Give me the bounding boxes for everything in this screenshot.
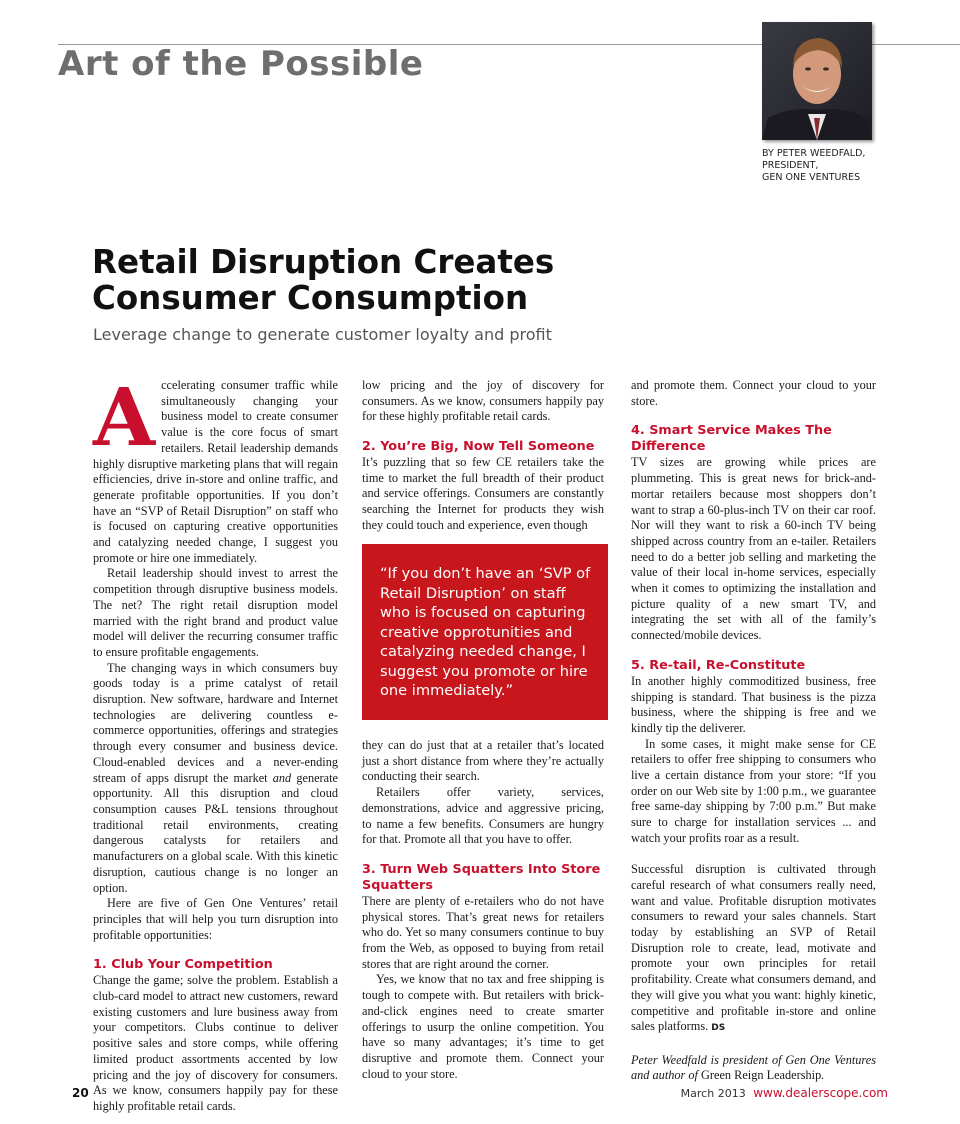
body-paragraph: Retail leadership should invest to arrest the competition through disruptive business models. The net? The right retail disruption model married with the right brand and product value model will deliver the recurring consumer traffic to ensure profitable engagements. xyxy=(93,566,338,659)
column-1 xyxy=(93,370,338,1115)
subhead-5: 5. Re-tail, Re-Constitute xyxy=(631,657,806,673)
body-paragraph: There are plenty of e-retailers who do not have physical stores. That’s great news for retailers who do. Yet so many consumers continue to buy from the Web, as opposed to buying from retail stores that are right around the corner. xyxy=(362,893,604,971)
body-paragraph-continued: low pricing and the joy of discovery for consumers. As we know, consumers happily pay for these highly profitable retail cards. xyxy=(362,378,604,424)
page-footer xyxy=(681,1086,888,1100)
article-headline xyxy=(92,244,652,316)
section-title: Art of the Possible xyxy=(58,44,424,84)
author-bio: Peter Weedfald is president of Gen One Ventures and author of Green Reign Leadership. xyxy=(631,1052,876,1083)
body-paragraph: Here are five of Gen One Ventures’ retail principles that will help you turn disruption into profitable opportunities: xyxy=(93,896,338,942)
byline xyxy=(762,148,865,184)
byline-line: BY PETER WEEDFALD, xyxy=(762,148,866,159)
subhead-2: 2. You’re Big, Now Tell Someone xyxy=(362,439,595,454)
body-paragraph: Retailers offer variety, services, demonstrations, advice and aggressive pricing, to name a few benefits. Consumers are hungry for that. Promote all that you have to offer. xyxy=(362,785,604,847)
byline-line: GEN ONE VENTURES xyxy=(762,172,861,183)
publication-url: www.dealerscope.com xyxy=(753,1086,888,1100)
subhead-4: 4. Smart Service Makes The Difference xyxy=(631,423,832,455)
pull-quote-text: “If you don’t have an ‘SVP of Retail Disruption’ on staff who is focused on capturing creative opprotunities and catalyzing needed change, I suggest you promote or hire one immediately.” xyxy=(380,565,591,699)
article-deck: Leverage change to generate customer loyalty and profit xyxy=(93,325,552,344)
body-paragraph: Change the game; solve the problem. Establish a club-card model to attract new customers, reward existing customers and lure business away from your competitors. Clubs continue to deliver positive sales and store comps, while offering limited product assortments accented by low pricing and the joy of discovery for consumers. As we know, consumers happily pay for these highly profitable retail cards. xyxy=(93,973,338,1113)
author-photo xyxy=(762,22,872,140)
body-paragraph: It’s puzzling that so few CE retailers take the time to market the full breadth of their product and service offerings. Consumers are constantly searching the Internet for products they wish they could touch and experience, even though xyxy=(362,455,604,532)
body-paragraph: In some cases, it might make sense for CE retailers to offer free shipping to consumers who live a certain distance from your store: “If you order on our Web site by 1:00 p.m., we guarantee free same-day shipping by 7:00 p.m.” But make sure to charge for installation services ... and watch your profits roar as a result. xyxy=(631,736,876,845)
closing-paragraph: Successful disruption is cultivated through careful research of what consumers really need, want and value. Profitable disruption motivates consumers to reward your sales channels. Start today by establishing an SVP of Retail Disruption role to create, lead, motivate and promote your own principles for retail profitability. Create what consumers demand, and they will give you what you want: highly kinetic, competitive and profitable in-store and online sales platforms. DS xyxy=(631,862,876,1034)
headline-line: Retail Disruption Creates xyxy=(92,243,555,281)
body-paragraph: In another highly commoditized business, free shipping is standard. That business is the pizza business, where the shipping is free and we kindly tip the deliverer. xyxy=(631,673,876,735)
end-mark: DS xyxy=(711,1023,726,1034)
drop-cap: A xyxy=(93,370,156,464)
issue-date: March 2013 xyxy=(680,1087,746,1100)
column-3 xyxy=(631,378,876,1084)
subhead-3: 3. Turn Web Squatters Into Store Squatters xyxy=(362,861,601,893)
body-paragraph-continued: and promote them. Connect your cloud to your store. xyxy=(631,378,876,408)
intro-paragraph: ccelerating consumer traffic while simultaneously changing your business model to create consumer value is the core focus of smart retailers. Retail leadership demands highly disruptive marketing plans that will regain efficiencies, drive in-store and online traffic, and generate profitable opportunities. If you don’t have an “SVP of Retail Disruption” on staff who is focused on capturing creative opportunities and catalyzing needed change, I suggest you promote or hire one immediately. xyxy=(93,378,338,565)
body-paragraph: they can do just that at a retailer that’s located just a short distance from where they’re actually conducting their search. xyxy=(362,738,604,784)
body-paragraph: The changing ways in which consumers buy goods today is a prime catalyst of retail disruption. New software, hardware and Internet technologies are delivering countless e-commerce opportunities, offerings and strategies through every consumer and business device. Cloud-enabled devices and a never-ending stream of apps disrupt the market and generate opportunity. All this disruption and cloud consumption causes P&L tensions throughout traditional retail environments, creating dangerous catalysts for retailers and manufacturers on a global scale. With this kinetic disruption, cautious change is no longer an option. xyxy=(93,660,338,895)
column-2-bottom xyxy=(362,738,604,1081)
column-2-top xyxy=(362,378,604,534)
pull-quote xyxy=(362,544,608,720)
page-number: 20 xyxy=(72,1086,89,1100)
subhead-1: 1. Club Your Competition xyxy=(93,957,273,973)
body-paragraph: Yes, we know that no tax and free shipping is tough to compete with. But retailers with brick-and-click engines need to create smarter offerings to usurp the online competition. You have so many advantages; it’s time to get disruptive and promote them. Connect your cloud to your store. xyxy=(362,972,604,1081)
headline-line: Consumer Consumption xyxy=(92,279,529,317)
byline-line: PRESIDENT, xyxy=(762,160,819,171)
body-paragraph: TV sizes are growing while prices are plummeting. This is great news for brick-and-mortar retailers because most shoppers don’t want to strap a 60-plus-inch TV on their car roof. Nor will they want to risk a 60-inch TV being shipped across country from an e-tailer. Retailers need to do a better job selling and marketing the value of their local in-home services, especially when it comes to optimizing the installation and picture quality of a new smart TV, and integrating the set with all of the family’s connected/mobile devices. xyxy=(631,455,876,643)
